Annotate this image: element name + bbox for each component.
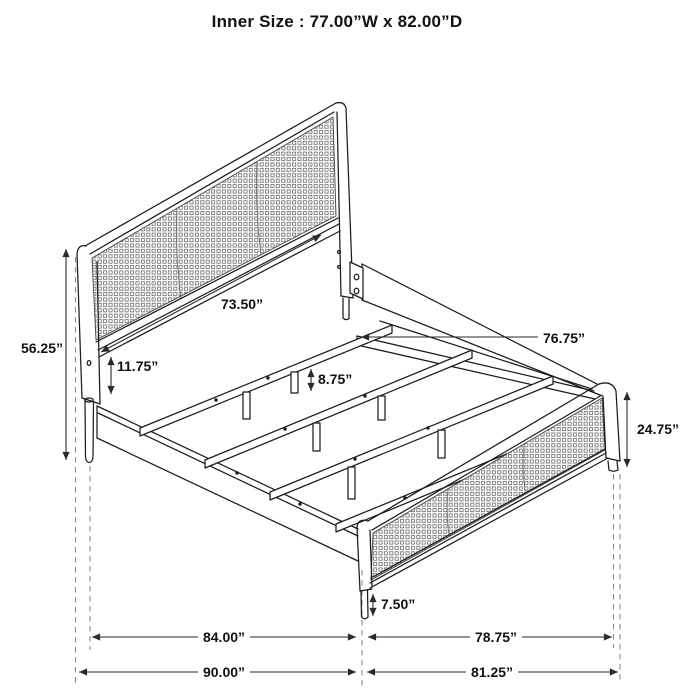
- dim-label-frame-depth-inner: 84.00”: [198, 630, 250, 644]
- dim-label-headboard-width: 73.50”: [220, 296, 264, 312]
- headboard: [77, 103, 363, 463]
- dim-label-footboard-clearance: 7.50”: [381, 596, 416, 612]
- dim-label-headboard-rail-gap: 11.75”: [117, 358, 159, 374]
- dim-label-headboard-height: 56.25”: [20, 340, 63, 356]
- dim-label-frame-width-inner: 78.75”: [470, 630, 522, 644]
- dim-label-overall-depth: 90.00”: [198, 665, 250, 679]
- dim-label-side-rail-length: 76.75”: [543, 330, 586, 346]
- diagram-title: Inner Size : 77.00”W x 82.00”D: [211, 12, 463, 31]
- footboard-mesh-panel: [371, 398, 605, 580]
- dim-label-slat-support-height: 8.75”: [318, 371, 353, 387]
- dim-label-footboard-height: 24.75”: [637, 421, 680, 437]
- headboard-mesh-panel: [92, 117, 336, 340]
- dim-label-overall-width: 81.25”: [466, 665, 518, 679]
